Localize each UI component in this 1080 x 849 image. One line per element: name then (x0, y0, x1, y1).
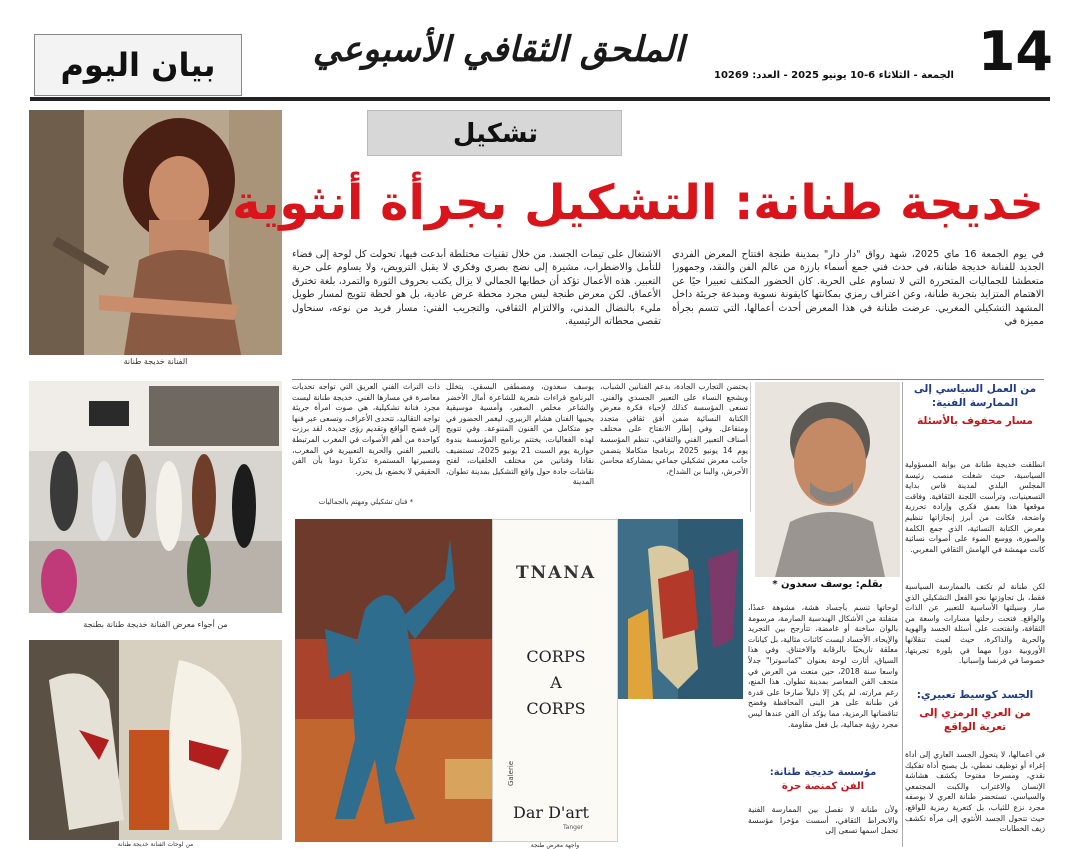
section-label-box (367, 110, 622, 156)
column-5-para-1: انطلقت خديجة طنانة من بوابة المسؤولية السياسية، حيث شغلت منصب رئيسة المجلس البلدي لمدينة فاس بداية التسعينيات، وترأست اللجنة الثقافية. وفاقت موقعها هذا بعمق فكري وإرادة تحررية واضحة، فكانت من أبرز إنجازاتها تنظيم معرض الكتابة النسائية، الذي جمع الكلمة والصورة، ووسع الضوء على أصوات نسائية كانت مهمشة في الهامش الثقافي المغربي. (905, 460, 1045, 554)
lead-left-text-2: لكن معرض طنجة ليس مجرد محطة عرض عادية، بل هو لحظة تتويج لمسار طويل مليء بالنضال المدني، والالتزام الثقافي، والتجريب الفني: مسار فريد من نوعه، سنحاول تقصي محطاته الرئيسية. (292, 289, 661, 328)
lead-right-text: في يوم الجمعة 16 ماي 2025، شهد رواق "دار دار" بمدينة طنجة افتتاح المعرض الفردي الجديد للفنانة خديجة طنانة، في حدث فني جمع أسماء بارزة من عالم الفن والنقد، وجمهورا متعطشا للجماليات المتحررة التي لا تساوم على الحرية. كان الحضور المكثف تعبيرا حيًا عن الاهتمام المتزايد بتجربة طنانة، وعن اعتراف رمزي بمكانتها كايقونة نسوية ومبدعة جريئة داخل المشهد التشكيلي المغربي. (672, 249, 1044, 314)
crowd-illustration (29, 381, 282, 613)
column-2: يوسف سعدون، ومصطفى البسقي. يتخلل البرنامج قراءات شعرية للشاعرة أمال الأخضر والشاعر مخلص الصغير، وأمسية موسيقية يحييها الفنان هشام الزبيري، ليغمر الحضور في جو متكامل من الفنون المتنوعة. وفي تتويج لهذه الفعاليات، يختتم برنامج المؤسسة بندوة حوارية يوم السبت 21 يونيو 2025، تستضيف نقادا وفنانين من مختلف الخلفيات، لفتح نقاشات جادة حول واقع التشكيل بمدينة تطوان، المدينة (446, 382, 594, 487)
column-5-head-2: مسار محفوف بالأسئلة (917, 415, 1033, 427)
caption-artist-photo: الفنانة خديجة طنانة (123, 357, 188, 366)
caption-painting-bottom: من لوحات الفنانة خديجة طنانة (117, 841, 194, 848)
abstract-painting-illustration (618, 519, 743, 699)
column-4-subhead (748, 766, 898, 798)
book-title-1: CORPS (526, 647, 586, 666)
column-5-head-3: الجسد كوسيط تعبيري: (916, 689, 1034, 701)
lead-right-end: عرضت طنانة في هذا المعرض أحدث أعمالها، التي تتسم بجرأة مميزة في (672, 302, 1044, 328)
lead-left (292, 248, 661, 378)
column-5-head-1: من العمل السياسي إلى الممارسة الفنية: (913, 383, 1037, 409)
page-number: 14 (977, 20, 1053, 83)
caption-crowd-photo: من أجواء معرض الفنانة خديجة طنانة بطنجة (83, 620, 228, 629)
gallery-city: Tanger (563, 824, 584, 831)
author-portrait-illustration (755, 382, 900, 577)
gallery-small: Galerie (507, 760, 515, 786)
abstract-painting (618, 519, 743, 699)
vrule-2 (750, 382, 751, 512)
mid-rule (292, 379, 1044, 380)
column-5-para-2: لكن طنانة لم تكتف بالممارسة السياسية فقط، بل تجاوزتها نحو الفعل التشكيلي الذي صار وسيلتها الأساسية للتعبير عن الذات والواقع. فتحت رحلتها مسارات واسعة من الثقافة، وانفتحت على أسئلة الجسد والهوية والحرية والذاكرة، حيث لعبت تنقلاتها الأوروبية دورا مهما في بلورة تجربتها، خصوصا في فرنسا وإسبانيا. (905, 582, 1045, 666)
book-brand: TNANA (515, 563, 597, 583)
book-title-3: CORPS (526, 699, 586, 718)
column-4-subhead-1: مؤسسة خديجة طنانة: (769, 767, 877, 778)
column-5-head-4: من العري الرمزي إلى تعرية الواقع (919, 707, 1031, 733)
headline: خديجة طنانة: التشكيل بجرأة أنثوية (232, 175, 1044, 231)
painting-bottom (29, 640, 282, 840)
lead-left-text: الاشتغال على تيمات الجسد. من خلال تقنيات مختلطة أبدعت فيها، تحولت كل لوحة إلى فضاء للتأمل والاضطراب، مشيرة إلى نضج بصري وفكري لا يقبل الترويض، ولا يساوم على حرية التعبير. هذه الأعمال تؤكد أن خطابها الجمالي لا يزال يكتب بحروف الثورة والتمرد، بلغة تخترق الأعماق. (292, 249, 661, 301)
gallery-name: Dar D'art (513, 803, 589, 822)
column-5-para-3: في أعمالها، لا يتحول الجسد العاري إلى أداة إغراء أو توظيف نمطي، بل يصبح أداة تفكيك نقدي، ومسرحا مفتوحا يكشف هشاشة الإنسان والاغتراب والكبت المجتمعي والسياسي. تستحضر طنانة العري لا بوصفه مجرد نزع للثياب، بل كتعرية رمزية للواقع، حيث تتحول الجسد الأنثوي إلى مرآة تكشف زيف الخطابات (905, 750, 1045, 834)
blue-figure-painting (295, 519, 492, 842)
painting-bottom-illustration (29, 640, 282, 840)
vrule-1 (902, 382, 903, 847)
masthead-rule (30, 97, 1050, 101)
column-5-head-b (905, 688, 1045, 746)
logo (34, 34, 242, 96)
logo-text: بيان اليوم (60, 46, 216, 84)
column-5-head (905, 382, 1045, 452)
caption-sample: * فنان تشكيلي ومهتم بالجماليات (318, 498, 414, 506)
section-label: تشكيل (452, 119, 539, 149)
blue-figure-illustration (295, 519, 492, 842)
author-label: بقلم: يوسف سعدون * (772, 579, 883, 590)
lead-right (672, 248, 1044, 378)
column-4-end: ولأن طنانة لا تفصل بين الممارسة الفنية والانخراط الثقافي، أسست مؤخرا مؤسسة تحمل اسمها تسعى إلى (748, 805, 898, 836)
book-title-2: A (550, 673, 562, 692)
masthead (0, 0, 1080, 112)
author-photo (755, 382, 900, 577)
column-4: لوحاتها تنسم بأجساد هشة، مشوهة عمدًا، متفلتة من الأشكال الهندسية الصارمة، مرسومة بالوان ساخنة أو غامضة، تتأرجح بين التجريد والإيحاء. الأجساد ليست كائنات مثالية، بل كيانات معلقة تاريخيًا بالرقابة والاختناق. وفي هذا السياق، أثارت لوحة بعنوان "كماسوترا" جدلاً واسعا سنة 2018، حين منعت من العرض في متحف الفن المعاصر بمدينة تطوان. هذا المنع، رغم مرارته، لم يكن إلا دليلاً صارخا على قدرة فن طنانة على هز البنى المحافظة وفضح تناقضاتها الرمزية، مما يؤكد أن الفن عندها ليس مجرد رؤية جمالية، بل فعل مقاومة. (748, 603, 898, 729)
date-line: الجمعة - الثلاثاء 6-10 يونيو 2025 - العدد: 10269 (713, 70, 954, 81)
caption-book: واجهة معرض طنجة (530, 842, 580, 849)
column-4-subhead-2: الفن كمنصة حرة (781, 781, 865, 792)
column-1: يحتضن التجارب الجادة، بدعم الفنانين الشباب، ويشجع النساء على التعبير الجسدي والفني. تسعى المؤسسة كذلك لإحياء فكرة معرض الكتابة النسائية ضمن أفق ثقافي متجدد ومتفاعل. وفي إطار الانفتاح على مختلف أصناف التعبير الفني والثقافي، تنظم المؤسسة يوم 14 يونيو 2025 برنامجا متكاملا يتضمن جانب معرض تشكيلي جماعي بمشاركة محاسن الأحرش، والبنا بن الشداخ، (600, 382, 748, 476)
column-3: ذات التراث الفني العريق التي تواجه تحديات معاصرة في مسارها الفني. خديجة طنانة ليست مجرد فنانة تشكيلية، هي صوت امرأة جريئة تواجه التقاليد، تتحدى الأعراف، وتسعى عبر فنها إلى فضح الواقع وتقديم رؤى جديدة. لقد برزت كواحدة من أهم الأصوات في المغرب المرتبطة بالتعبير الفني والحرية التعبيرية في المغرب، ومسيرتها المستمرة تذكرنا دوما بأن الفن الحقيقي لا يخضع، بل يحرر. (292, 382, 440, 476)
book-cover (492, 519, 618, 842)
crowd-photo (29, 381, 282, 613)
supplement-title: الملحق الثقافي الأسبوعي (312, 29, 684, 70)
